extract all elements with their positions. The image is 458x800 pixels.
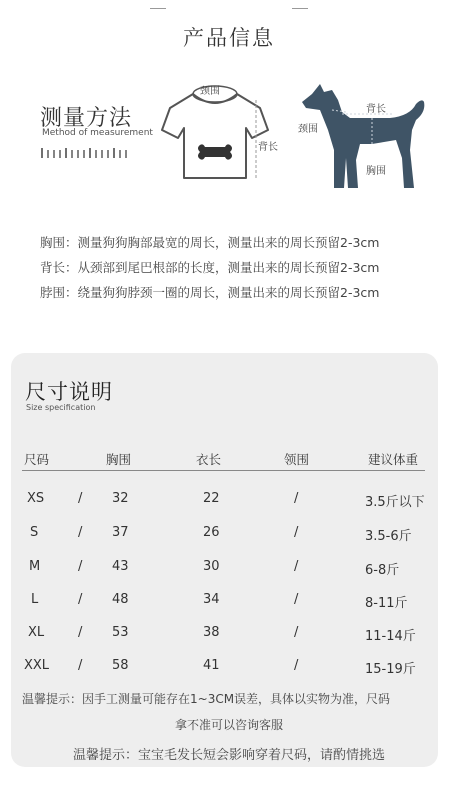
cell-length: 38 — [203, 625, 220, 640]
cell-size: M — [29, 559, 41, 574]
cell-sep: / — [78, 592, 83, 607]
cell-sep: / — [78, 559, 83, 574]
cell-collar: / — [294, 559, 299, 574]
description-chest: 胸围：测量狗狗胸部最宽的周长，测量出来的周长预留2-3cm — [40, 235, 380, 250]
cell-size: XS — [27, 491, 45, 506]
measurement-title: 测量方法 — [40, 106, 133, 131]
cell-collar: / — [294, 625, 299, 640]
size-spec-title: 尺寸说明 — [25, 380, 113, 404]
cell-sep: / — [78, 625, 83, 640]
cell-sep: / — [78, 658, 83, 673]
cell-length: 41 — [203, 658, 220, 673]
cell-length: 26 — [203, 525, 220, 540]
description-neck: 脖围：绕量狗狗脖颈一圈的周长，测量出来的周长预留2-3cm — [40, 285, 380, 300]
table-header-divider — [22, 470, 425, 471]
header-line-right — [292, 8, 308, 9]
header-line-left — [150, 8, 166, 9]
cell-weight: 15-19斤 — [365, 662, 416, 677]
dog-chest-label: 胸围 — [366, 166, 386, 177]
cell-collar: / — [294, 491, 299, 506]
cell-chest: 48 — [112, 592, 129, 607]
description-back: 背长：从颈部到尾巴根部的长度，测量出来的周长预留2-3cm — [40, 260, 380, 275]
cell-weight: 3.5-6斤 — [365, 529, 412, 544]
column-header-weight: 建议体重 — [368, 452, 419, 467]
cell-length: 34 — [203, 592, 220, 607]
cell-size: L — [31, 592, 39, 607]
cell-chest: 43 — [112, 559, 129, 574]
size-note-line1: 温馨提示：因手工测量可能存在1~3CM误差，具体以实物为准，尺码 — [22, 692, 391, 706]
shirt-neck-label: 颈围 — [200, 86, 220, 97]
cell-collar: / — [294, 592, 299, 607]
page-title: 产品信息 — [183, 26, 275, 50]
cell-weight: 3.5斤以下 — [365, 495, 425, 510]
cell-sep: / — [78, 525, 83, 540]
cell-size: S — [30, 525, 39, 540]
cell-size: XL — [28, 625, 45, 640]
cell-size: XXL — [24, 658, 50, 673]
cell-length: 22 — [203, 491, 220, 506]
size-note-line2: 拿不准可以咨询客服 — [174, 718, 283, 732]
cell-sep: / — [78, 491, 83, 506]
cell-chest: 37 — [112, 525, 129, 540]
dog-diagram-icon — [298, 78, 428, 193]
cell-chest: 53 — [112, 625, 129, 640]
cell-collar: / — [294, 525, 299, 540]
cell-length: 30 — [203, 559, 220, 574]
size-spec-subtitle: Size specification — [26, 403, 96, 412]
shirt-back-label: 背长 — [258, 142, 278, 153]
measurement-subtitle: Method of measurement — [42, 128, 153, 138]
column-header-length: 衣长 — [196, 452, 222, 467]
cell-weight: 6-8斤 — [365, 563, 400, 578]
bottom-note: 温馨提示：宝宝毛发长短会影响穿着尺码，请酌情挑选 — [72, 748, 385, 763]
column-header-chest: 胸围 — [106, 452, 132, 467]
dog-neck-label: 颈围 — [298, 124, 318, 135]
cell-weight: 11-14斤 — [365, 629, 416, 644]
cell-chest: 58 — [112, 658, 129, 673]
cell-chest: 32 — [112, 491, 129, 506]
ruler-icon — [41, 146, 131, 160]
cell-collar: / — [294, 658, 299, 673]
cell-weight: 8-11斤 — [365, 596, 408, 611]
column-header-collar: 领围 — [284, 452, 310, 467]
column-header-size: 尺码 — [24, 452, 50, 467]
dog-back-label: 背长 — [366, 104, 386, 115]
